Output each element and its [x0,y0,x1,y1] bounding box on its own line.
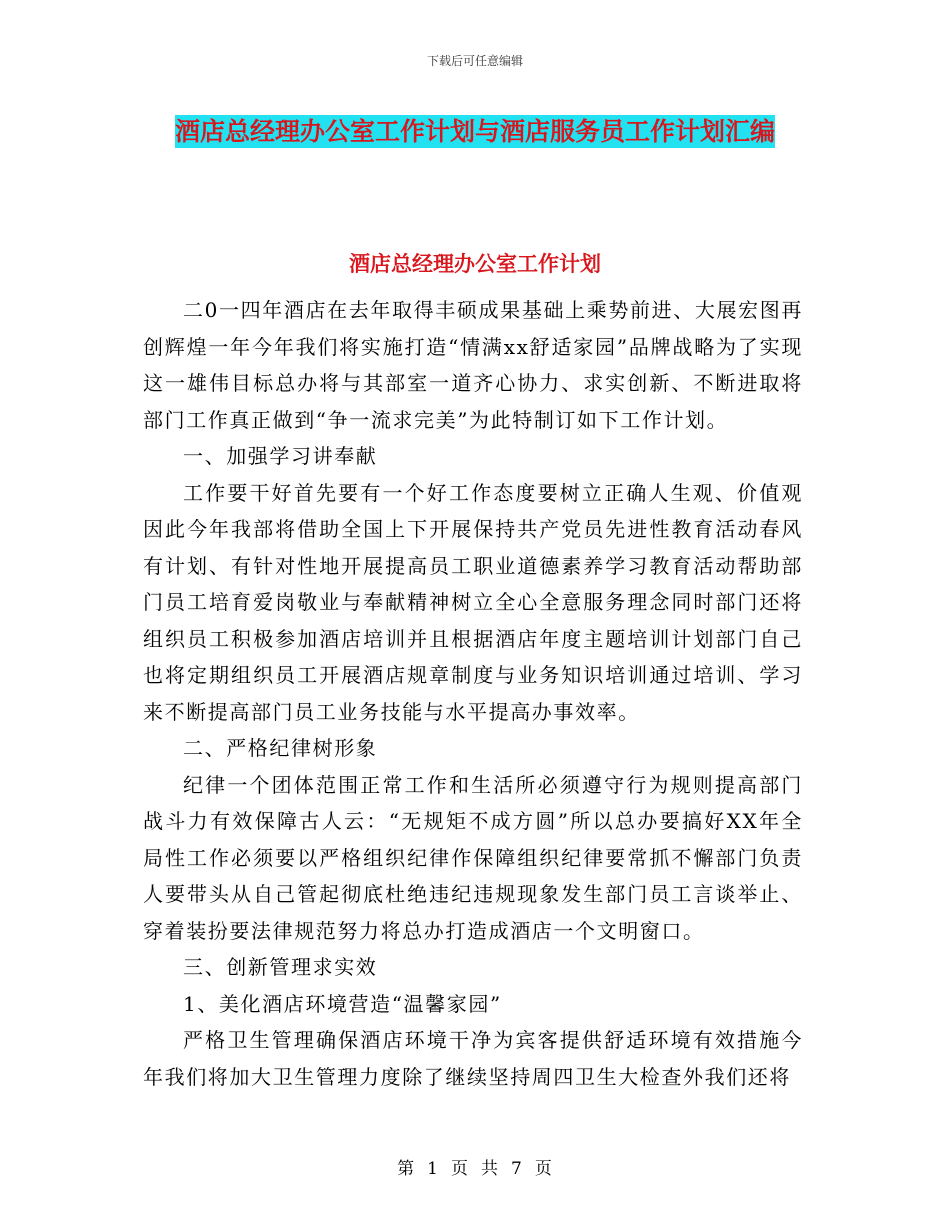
footer-current-page: 1 [427,1159,439,1179]
footer-label-total: 共 [481,1159,499,1179]
document-title-text: 酒店总经理办公室工作计划与酒店服务员工作计划汇编 [174,117,775,146]
page-footer [0,1154,950,1179]
section-title: 酒店总经理办公室工作计划 [349,252,601,276]
heading-innovation: 三、创新管理求实效 [183,955,378,979]
document-body [143,292,803,1095]
paragraph-discipline: 纪律一个团体范围正常工作和生活所必须遵守行为规则提高部门战斗力有效保障古人云：“无规矩不成方圆”所以总办要搞好XX年全局性工作必须要以严格组织纪律作保障组织纪律要常抓不懈部门负责人要带头从自己管起彻底杜绝违纪违规现象发生部门员工言谈举止、穿着装扮要法律规范努力将总办打造成酒店一个文明窗口。 [143,772,803,943]
subheading-environment: 1、美化酒店环境营造“温馨家园” [183,991,502,1016]
footer-label-total-unit: 页 [534,1159,553,1179]
footer-label-page-unit: 页 [451,1159,469,1179]
document-title [140,110,810,154]
heading-discipline: 二、严格纪律树形象 [183,736,378,760]
footer-label-page: 第 [397,1159,416,1179]
page-header-note: 下载后可任意编辑 [426,54,523,68]
footer-total-pages: 7 [511,1159,523,1179]
paragraph-intro: 二0一四年酒店在去年取得丰硕成果基础上乘势前进、大展宏图再创辉煌一年今年我们将实施打造“情满xx舒适家园”品牌战略为了实现这一雄伟目标总办将与其部室一道齐心协力、求实创新、不断进取将部门工作真正做到“争一流求完美”为此特制订如下工作计划。 [143,298,803,432]
heading-study: 一、加强学习讲奉献 [183,444,378,468]
paragraph-study: 工作要干好首先要有一个好工作态度要树立正确人生观、价值观因此今年我部将借助全国上下开展保持共产党员先进性教育活动春风有计划、有针对性地开展提高员工职业道德素养学习教育活动帮助部门员工培育爱岗敬业与奉献精神树立全心全意服务理念同时部门还将组织员工积极参加酒店培训并且根据酒店年度主题培训计划部门自己也将定期组织员工开展酒店规章制度与业务知识培训通过培训、学习来不断提高部门员工业务技能与水平提高办事效率。 [143,480,803,724]
paragraph-environment: 严格卫生管理确保酒店环境干净为宾客提供舒适环境有效措施今年我们将加大卫生管理力度除了继续坚持周四卫生大检查外我们还将 [143,1028,803,1089]
